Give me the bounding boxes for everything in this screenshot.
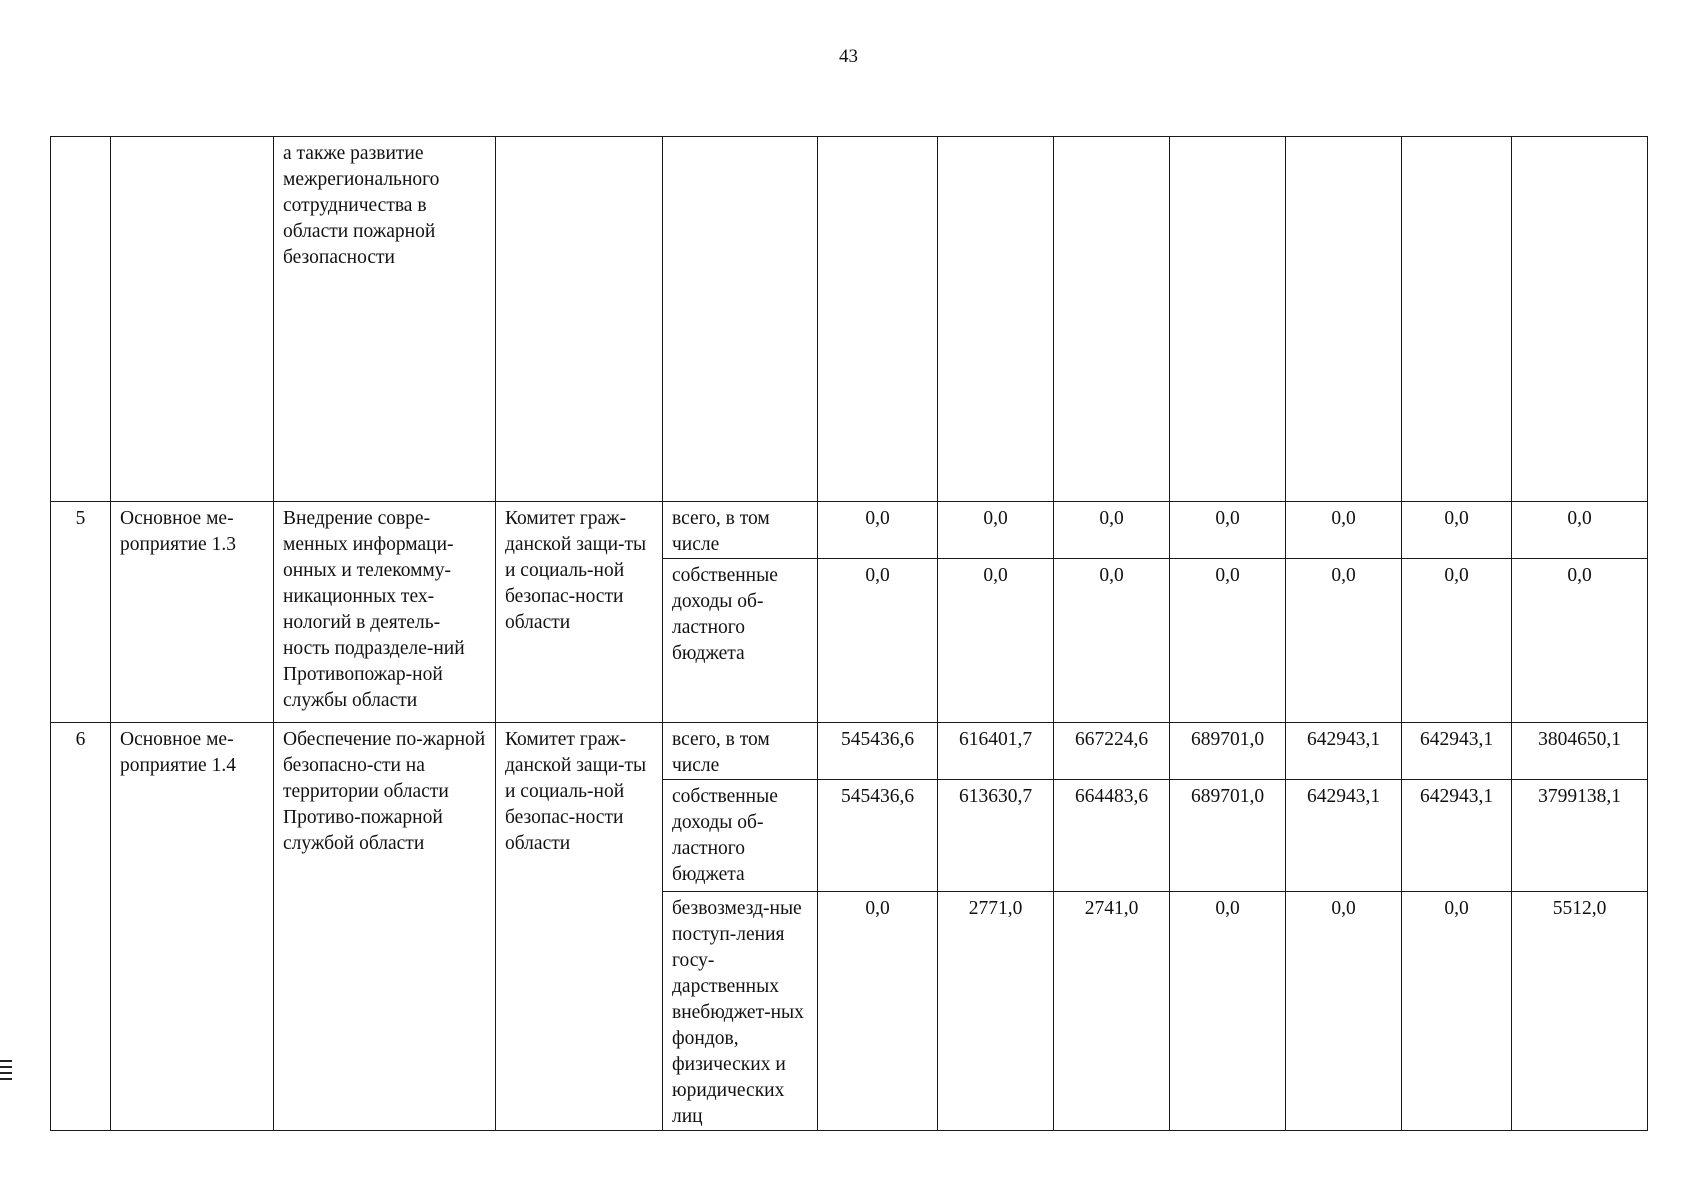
description-cell: а также развитие межрегионального сотрудничества в области пожарной безопасности — [274, 137, 496, 502]
source-cell: собственные доходы об-ластного бюджета — [663, 559, 818, 723]
value-cell: 642943,1 — [1286, 723, 1402, 780]
value-cell: 642943,1 — [1286, 780, 1402, 892]
value-cell: 0,0 — [1170, 559, 1286, 723]
value-cell: 545436,6 — [818, 780, 938, 892]
executor-cell: Комитет граж-данской защи-ты и социаль-ной безопас-ности области — [496, 502, 663, 723]
budget-table — [50, 136, 1648, 1131]
value-cell: 3799138,1 — [1512, 780, 1648, 892]
value-cell: 0,0 — [1170, 892, 1286, 1131]
value-cell: 613630,7 — [938, 780, 1054, 892]
row-number-cell: 6 — [51, 723, 111, 1131]
value-cell — [1512, 137, 1648, 502]
value-cell: 616401,7 — [938, 723, 1054, 780]
value-cell: 642943,1 — [1402, 723, 1512, 780]
value-cell: 0,0 — [1402, 502, 1512, 559]
value-cell: 0,0 — [818, 559, 938, 723]
source-cell: всего, в том числе — [663, 502, 818, 559]
value-cell: 0,0 — [818, 892, 938, 1131]
value-cell: 0,0 — [1402, 892, 1512, 1131]
source-cell: собственные доходы об-ластного бюджета — [663, 780, 818, 892]
row-number-cell: 5 — [51, 502, 111, 723]
value-cell: 545436,6 — [818, 723, 938, 780]
value-cell: 0,0 — [818, 502, 938, 559]
value-cell: 0,0 — [938, 502, 1054, 559]
value-cell: 0,0 — [1054, 559, 1170, 723]
value-cell: 2741,0 — [1054, 892, 1170, 1131]
value-cell: 0,0 — [1170, 502, 1286, 559]
value-cell — [1402, 137, 1512, 502]
source-cell: всего, в том числе — [663, 723, 818, 780]
value-cell: 0,0 — [1402, 559, 1512, 723]
table-row — [51, 723, 1648, 780]
value-cell — [938, 137, 1054, 502]
source-cell: безвозмезд-ные поступ-ления госу-дарственных внебюджет-ных фондов, физических и юридических лиц — [663, 892, 818, 1131]
value-cell: 667224,6 — [1054, 723, 1170, 780]
value-cell: 0,0 — [1054, 502, 1170, 559]
table-row — [51, 502, 1648, 559]
value-cell: 0,0 — [1512, 559, 1648, 723]
executor-cell: Комитет граж-данской защи-ты и социаль-ной безопас-ности области — [496, 723, 663, 1131]
event-cell: Основное ме-роприятие 1.4 — [111, 723, 274, 1131]
value-cell: 689701,0 — [1170, 723, 1286, 780]
executor-cell — [496, 137, 663, 502]
value-cell: 3804650,1 — [1512, 723, 1648, 780]
value-cell: 642943,1 — [1402, 780, 1512, 892]
value-cell: 0,0 — [1286, 892, 1402, 1131]
event-cell: Основное ме-роприятие 1.3 — [111, 502, 274, 723]
value-cell — [1286, 137, 1402, 502]
value-cell: 2771,0 — [938, 892, 1054, 1131]
value-cell — [1170, 137, 1286, 502]
value-cell: 689701,0 — [1170, 780, 1286, 892]
row-number-cell — [51, 137, 111, 502]
value-cell: 5512,0 — [1512, 892, 1648, 1131]
page-number: 43 — [839, 46, 858, 67]
scan-edge-marks — [0, 1060, 12, 1120]
value-cell: 0,0 — [1286, 502, 1402, 559]
description-cell: Внедрение совре-менных информаци-онных и телекомму-никационных тех-нологий в деятель-ность подразделе-ний Противопожар-ной службы области — [274, 502, 496, 723]
value-cell: 664483,6 — [1054, 780, 1170, 892]
value-cell — [818, 137, 938, 502]
description-cell: Обеспечение по-жарной безопасно-сти на территории области Противо-пожарной службой области — [274, 723, 496, 1131]
event-cell — [111, 137, 274, 502]
value-cell: 0,0 — [938, 559, 1054, 723]
table-row — [51, 137, 1648, 502]
value-cell — [1054, 137, 1170, 502]
source-cell — [663, 137, 818, 502]
value-cell: 0,0 — [1286, 559, 1402, 723]
value-cell: 0,0 — [1512, 502, 1648, 559]
